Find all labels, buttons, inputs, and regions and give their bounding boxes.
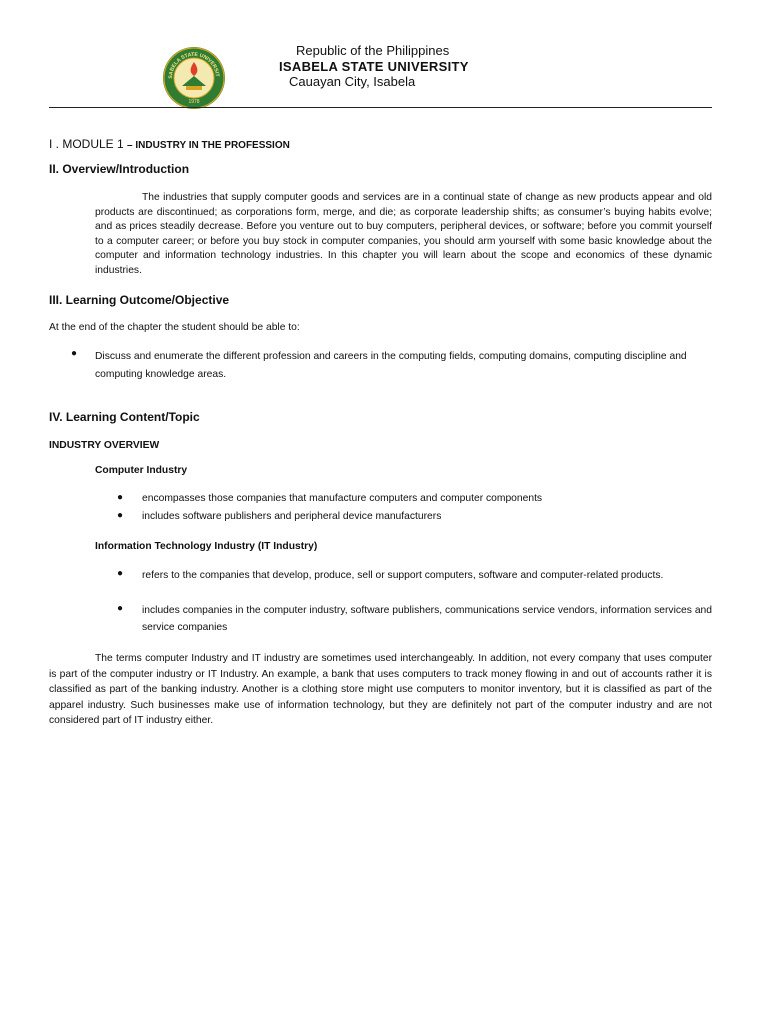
- bullet-icon: ●: [117, 568, 124, 579]
- it-industry-title: Information Technology Industry (IT Industry): [95, 541, 318, 552]
- objective-heading: III. Learning Outcome/Objective: [49, 293, 230, 307]
- section-title: INDUSTRY OVERVIEW: [49, 440, 160, 451]
- it-industry-bullet-1: refers to the companies that develop, produce, sell or support computers, software and computer-related products.: [142, 570, 664, 581]
- module-title: – INDUSTRY IN THE PROFESSION: [127, 140, 290, 151]
- computer-industry-bullet-1: encompasses those companies that manufacture computers and computer components: [142, 493, 543, 504]
- bullet-icon: ●: [71, 348, 78, 359]
- module-prefix: I . MODULE 1: [49, 137, 124, 151]
- computer-industry-title: Computer Industry: [95, 465, 188, 476]
- seal-text: SABELA STATE UNIVERSIT: [167, 51, 220, 79]
- module-heading: [49, 137, 290, 151]
- header-university-name: ISABELA STATE UNIVERSITY: [279, 59, 469, 74]
- header-divider: [49, 107, 712, 108]
- it-industry-bullet-2: includes companies in the computer industry, software publishers, communications service vendors, information services and service companies: [142, 605, 712, 633]
- objective-intro: At the end of the chapter the student should be able to:: [49, 322, 300, 333]
- bullet-icon: ●: [117, 603, 124, 614]
- seal-year: 1978: [188, 99, 200, 105]
- overview-paragraph: The industries that supply computer goods and services are in a continual state of change as new products appear and old products are discontinued; as corporations form, merge, and die; as corporate leadership shifts; as consumer’s buying habits evolve; and as prices steadily decrease. Before you venture out to buy computers, peripheral devices, or software; before you commit yourself to a computer career; or before you buy stock in computer companies, you should arm yourself with some basic knowledge about the computer and information technology industries. In this chapter you will learn about the scope and economics of these dynamic industries.: [95, 192, 712, 276]
- header-country: Republic of the Philippines: [296, 43, 450, 58]
- university-seal-logo: [162, 46, 226, 110]
- content-heading: IV. Learning Content/Topic: [49, 410, 200, 424]
- closing-paragraph: The terms computer Industry and IT industry are sometimes used interchangeably. In addition, not every company that uses computer is part of the computer industry or IT Industry. An example, a bank that uses computers to track money flowing in and out of accounts rather it is classified as part of the banking industry. Another is a clothing store might use computers to monitor inventory, but it is classified as part of the apparel industry. Such businesses make use of information technology, but they are definitely not part of the computer industry and are not considered part of IT industry either.: [49, 653, 712, 727]
- bullet-icon: ●: [117, 510, 124, 521]
- overview-heading: II. Overview/Introduction: [49, 162, 190, 176]
- computer-industry-bullet-2: includes software publishers and peripheral device manufacturers: [142, 511, 442, 522]
- bullet-icon: ●: [117, 492, 124, 503]
- header-location: Cauayan City, Isabela: [289, 74, 416, 89]
- objective-bullet-1: Discuss and enumerate the different profession and careers in the computing fields, computing domains, computing discipline and computing knowledge areas.: [95, 351, 687, 380]
